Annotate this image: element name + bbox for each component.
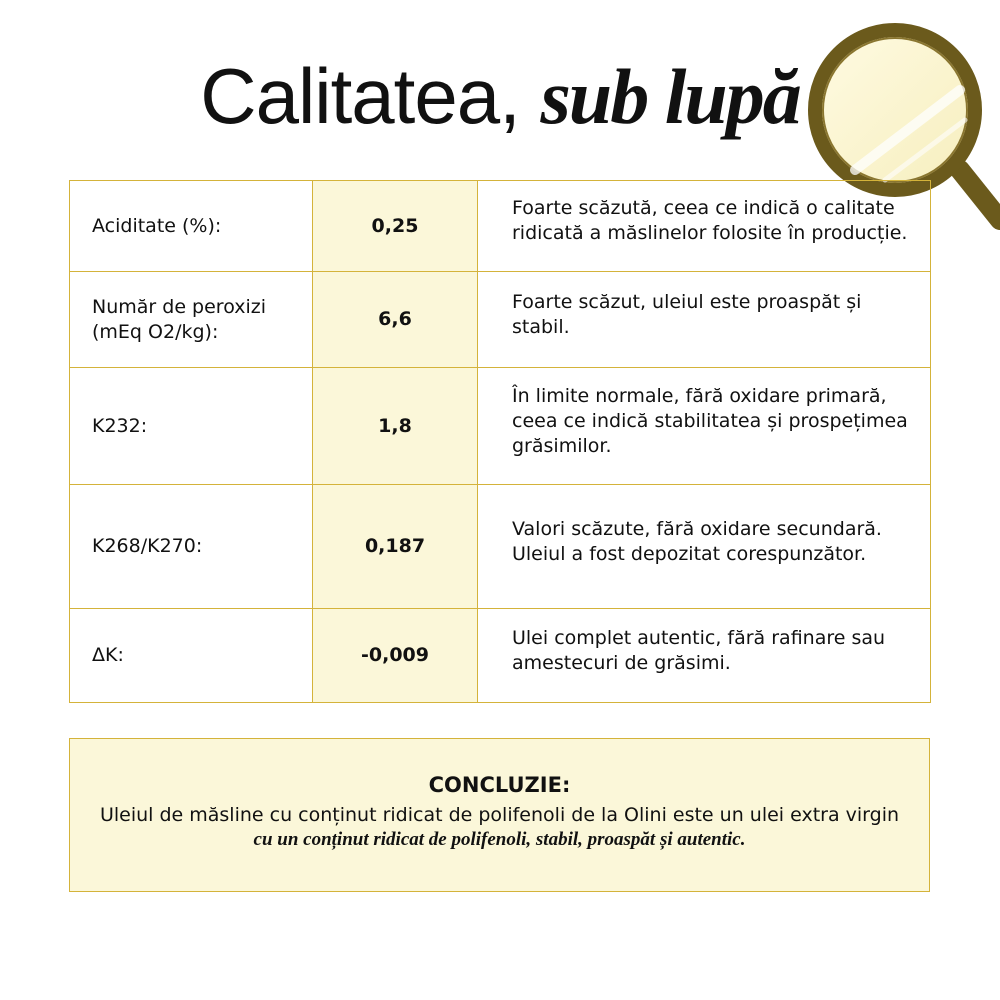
parameter-description: Valori scăzute, fără oxidare secundară. Uleiul a fost depozitat corespunzător.	[478, 485, 931, 609]
table-row	[70, 368, 931, 485]
parameter-value: 0,187	[313, 485, 478, 609]
table-row	[70, 272, 931, 368]
quality-table	[69, 180, 931, 703]
parameter-label: Aciditate (%):	[70, 181, 313, 272]
parameter-label: K268/K270:	[70, 485, 313, 609]
table-row	[70, 181, 931, 272]
conclusion-text: Uleiul de măsline cu conținut ridicat de polifenoli de la Olini este un ulei extra virgin	[99, 804, 900, 826]
title-regular: Calitatea,	[200, 52, 520, 140]
parameter-value: 1,8	[313, 368, 478, 485]
parameter-label: K232:	[70, 368, 313, 485]
title-accent: sub lupă	[540, 53, 800, 140]
conclusion-emphasis: cu un conținut ridicat de polifenoli, stabil, proaspăt și autentic.	[253, 829, 746, 850]
parameter-description: În limite normale, fără oxidare primară, ceea ce indică stabilitatea și prospețimea grăsimilor.	[478, 368, 931, 485]
table-row	[70, 485, 931, 609]
parameter-label: Număr de peroxizi (mEq O2/kg):	[70, 272, 313, 368]
parameter-label: ΔK:	[70, 609, 313, 703]
parameter-value: 6,6	[313, 272, 478, 368]
conclusion-box	[69, 738, 930, 892]
parameter-description: Foarte scăzut, uleiul este proaspăt și stabil.	[478, 272, 931, 368]
conclusion-title: CONCLUZIE:	[428, 773, 571, 797]
parameter-value: 0,25	[313, 181, 478, 272]
parameter-description: Foarte scăzută, ceea ce indică o calitate ridicată a măslinelor folosite în producție.	[478, 181, 931, 272]
table-row	[70, 609, 931, 703]
parameter-value: -0,009	[313, 609, 478, 703]
parameter-description: Ulei complet autentic, fără rafinare sau amestecuri de grăsimi.	[478, 609, 931, 703]
